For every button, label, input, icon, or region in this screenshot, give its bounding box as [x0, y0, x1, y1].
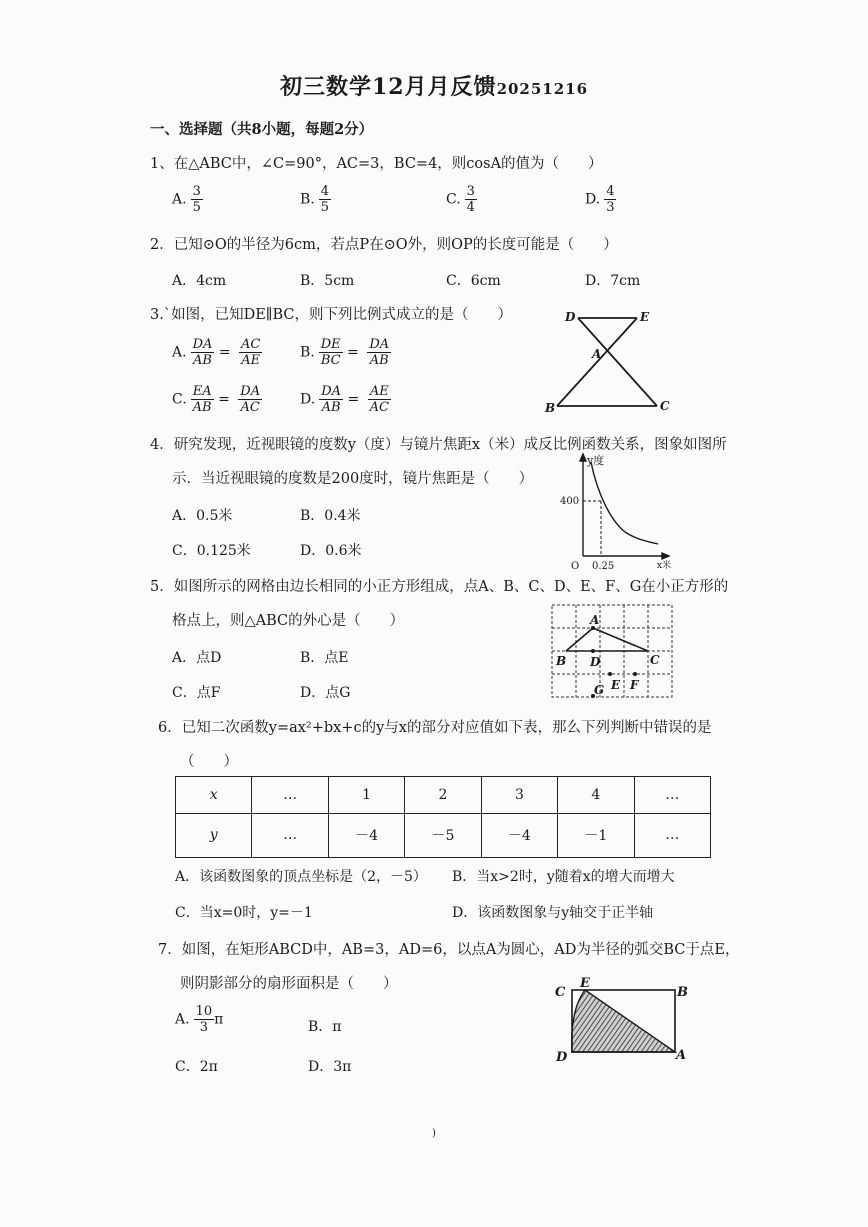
- title-date: 20251216: [496, 80, 589, 98]
- label-d: D: [590, 655, 601, 669]
- q2-option-b: B．5cm: [300, 273, 355, 289]
- shaded-sector: [572, 990, 675, 1052]
- numerator: EA: [191, 384, 214, 400]
- q7-line2: 则阴影部分的扇形面积是（ ）: [180, 976, 398, 992]
- q1-option-c: [446, 184, 477, 215]
- title-main: 初三数学12月月反馈: [279, 74, 497, 100]
- point-d: [591, 649, 595, 653]
- q6-option-a: A．该函数图象的顶点坐标是（2，－5）: [175, 869, 427, 885]
- table-row: [176, 813, 711, 857]
- label-b: B: [556, 654, 567, 668]
- denominator: AB: [192, 400, 212, 415]
- q1-option-a: [172, 184, 203, 215]
- q7-option-a: [175, 1004, 223, 1035]
- q1-option-b: [300, 184, 331, 215]
- q1-stem: 1、在△ABC中，∠C=90°，AC=3，BC=4，则cosA的值为（ ）: [150, 156, 603, 172]
- q5-option-d: D．点G: [300, 685, 351, 701]
- table-cell: －5: [405, 813, 481, 857]
- y-axis-arrow-icon: [580, 454, 586, 461]
- section-heading: 一、选择题（共8小题，每题2分）: [150, 121, 374, 138]
- table-cell: －1: [558, 813, 634, 857]
- numerator: 4: [606, 184, 615, 199]
- table-cell: 4: [558, 777, 634, 814]
- q4-option-b: B．0.4米: [300, 508, 361, 524]
- q3-option-b: B. $\frac{DE}{BC}$ = $\frac{DA}{AB}$: [300, 337, 390, 368]
- option-label: A.: [172, 191, 187, 208]
- denominator: 4: [466, 200, 475, 215]
- denominator: 3: [199, 1020, 208, 1035]
- q7-option-d: D．3π: [308, 1059, 352, 1075]
- fraction: [238, 384, 262, 415]
- table-cell: …: [634, 813, 710, 857]
- q2-stem: 2．已知⊙O的半径为6cm，若点P在⊙O外，则OP的长度可能是（ ）: [150, 237, 618, 253]
- q4-option-a: A．0.5米: [172, 508, 233, 524]
- q7-line1: 7．如图，在矩形ABCD中，AB=3，AD=6，以点A为圆心，AD为半径的弧交BC于点E，: [158, 942, 740, 958]
- table-cell: －4: [328, 813, 404, 857]
- x-axis-label: x米: [657, 561, 672, 571]
- numerator: AC: [241, 337, 261, 352]
- denominator: 3: [606, 200, 615, 215]
- q5-grid-figure: [545, 600, 675, 702]
- y-tick-400: 400: [560, 496, 580, 507]
- table-cell: 3: [481, 777, 557, 814]
- option-label: D.: [585, 191, 601, 208]
- fraction: [194, 1004, 215, 1035]
- fraction: [319, 184, 331, 215]
- page-number: ): [432, 1128, 436, 1139]
- numerator: 10: [195, 1004, 213, 1019]
- value-table: [175, 776, 711, 858]
- numerator: 3: [466, 184, 475, 199]
- x-axis-arrow-icon: [662, 553, 669, 559]
- denominator: AC: [369, 400, 389, 415]
- fraction: [465, 184, 477, 215]
- q5-line2: 格点上，则△ABC的外心是（ ）: [172, 613, 405, 629]
- fraction: [191, 384, 214, 415]
- table-cell: 2: [405, 777, 481, 814]
- fraction: [368, 384, 391, 415]
- q6-line1: 6．已知二次函数y=ax²+bx+c的y与x的部分对应值如下表，那么下列判断中错误的是: [158, 720, 712, 736]
- numerator: DE: [320, 337, 341, 352]
- option-label: D.: [300, 391, 316, 408]
- table-cell: y: [176, 813, 252, 857]
- option-label: A.: [172, 344, 187, 361]
- denominator: AC: [240, 400, 260, 415]
- q6-option-b: B．当x>2时，y随着x的增大而增大: [452, 869, 675, 885]
- numerator: DA: [369, 337, 390, 352]
- q5-option-a: A．点D: [172, 650, 222, 666]
- label-c: C: [660, 399, 670, 413]
- numerator: 4: [320, 184, 330, 199]
- label-f: F: [630, 678, 639, 692]
- table-cell: …: [252, 777, 328, 814]
- segment-dc: [578, 318, 657, 406]
- q3-figure: [540, 302, 690, 420]
- q2-option-c: C．6cm: [446, 273, 501, 289]
- x-tick-025: 0.25: [592, 561, 615, 572]
- option-label: B.: [300, 344, 315, 361]
- label-c: C: [650, 653, 660, 667]
- segment-eb: [557, 318, 637, 406]
- q6-option-c: C．当x=0时，y=－1: [175, 905, 313, 921]
- option-label: C.: [172, 391, 187, 408]
- denominator: 5: [192, 200, 201, 215]
- label-e: E: [640, 310, 650, 324]
- denominator: AB: [192, 353, 212, 368]
- q4-line1: 4．研究发现，近视眼镜的度数y（度）与镜片焦距x（米）成反比例函数关系，图象如图所: [150, 437, 727, 453]
- denominator: AB: [321, 400, 341, 415]
- origin-label: O: [571, 561, 580, 572]
- q3-option-d: D. $\frac{DA}{AB}$ = $\frac{AE}{AC}$: [300, 384, 389, 415]
- q6-option-d: D．该函数图象与y轴交于正半轴: [452, 905, 654, 921]
- page-title: [0, 70, 868, 101]
- pi-symbol: π: [214, 1011, 224, 1028]
- q7-rectangle-figure: [548, 975, 698, 1067]
- fraction: [191, 184, 203, 215]
- segment-ac: [593, 628, 648, 651]
- q7-option-b: B．π: [308, 1019, 342, 1035]
- label-b: B: [545, 401, 556, 415]
- table-cell: x: [176, 777, 252, 814]
- segment-ba: [566, 628, 593, 651]
- q1-option-d: [585, 184, 616, 215]
- label-e: E: [580, 976, 590, 991]
- numerator: DA: [240, 384, 261, 399]
- q3-stem: 3.`如图，已知DE∥BC，则下列比例式成立的是（ ）: [150, 307, 513, 323]
- q4-graph: [555, 450, 680, 572]
- label-a: A: [592, 347, 602, 361]
- q5-line1: 5．如图所示的网格由边长相同的小正方形组成，点A、B、C、D、E、F、G在小正方形的: [150, 579, 729, 595]
- label-b: B: [677, 985, 688, 1000]
- q5-option-b: B．点E: [300, 650, 349, 666]
- q2-option-a: A．4cm: [172, 273, 227, 289]
- fraction: [191, 337, 215, 368]
- denominator: BC: [320, 353, 341, 368]
- label-d: D: [565, 310, 576, 324]
- fraction: [604, 184, 616, 215]
- label-e: E: [611, 678, 621, 692]
- numerator: AE: [368, 384, 391, 400]
- label-c: C: [555, 985, 566, 1000]
- label-g: G: [594, 683, 605, 697]
- denominator: AE: [241, 353, 261, 368]
- label-d: D: [556, 1050, 568, 1065]
- q3-option-a: A. $\frac{DA}{AB}$ = $\frac{AC}{AE}$: [172, 337, 261, 368]
- denominator: AB: [369, 353, 389, 368]
- option-label: B.: [300, 191, 315, 208]
- table-cell: …: [634, 777, 710, 814]
- fraction: [319, 384, 343, 415]
- label-a: A: [590, 613, 600, 627]
- fraction: [367, 337, 391, 368]
- y-axis-label: y度: [587, 454, 605, 467]
- q2-option-d: D．7cm: [585, 273, 641, 289]
- q3-option-c: C. $\frac{EA}{AB}$ = $\frac{DA}{AC}$: [172, 384, 261, 415]
- q7-option-c: C．2π: [175, 1059, 218, 1075]
- q4-option-d: D．0.6米: [300, 543, 362, 559]
- q5-option-c: C．点F: [172, 685, 221, 701]
- table-row: [176, 777, 711, 814]
- table-cell: 1: [328, 777, 404, 814]
- point-f: [633, 672, 637, 676]
- label-a: A: [676, 1048, 687, 1063]
- table-cell: －4: [481, 813, 557, 857]
- numerator: 3: [192, 184, 201, 199]
- q4-option-c: C．0.125米: [172, 543, 251, 559]
- numerator: DA: [192, 337, 213, 352]
- denominator: 5: [320, 200, 330, 215]
- point-e: [608, 672, 612, 676]
- q6-line2: （ ）: [180, 754, 238, 770]
- table-cell: …: [252, 813, 328, 857]
- fraction: [319, 337, 343, 368]
- option-label: C.: [446, 191, 461, 208]
- q4-line2: 示．当近视眼镜的度数是200度时，镜片焦距是（ ）: [172, 471, 534, 487]
- fraction: [239, 337, 262, 368]
- option-label: A.: [175, 1011, 190, 1028]
- numerator: DA: [321, 384, 341, 399]
